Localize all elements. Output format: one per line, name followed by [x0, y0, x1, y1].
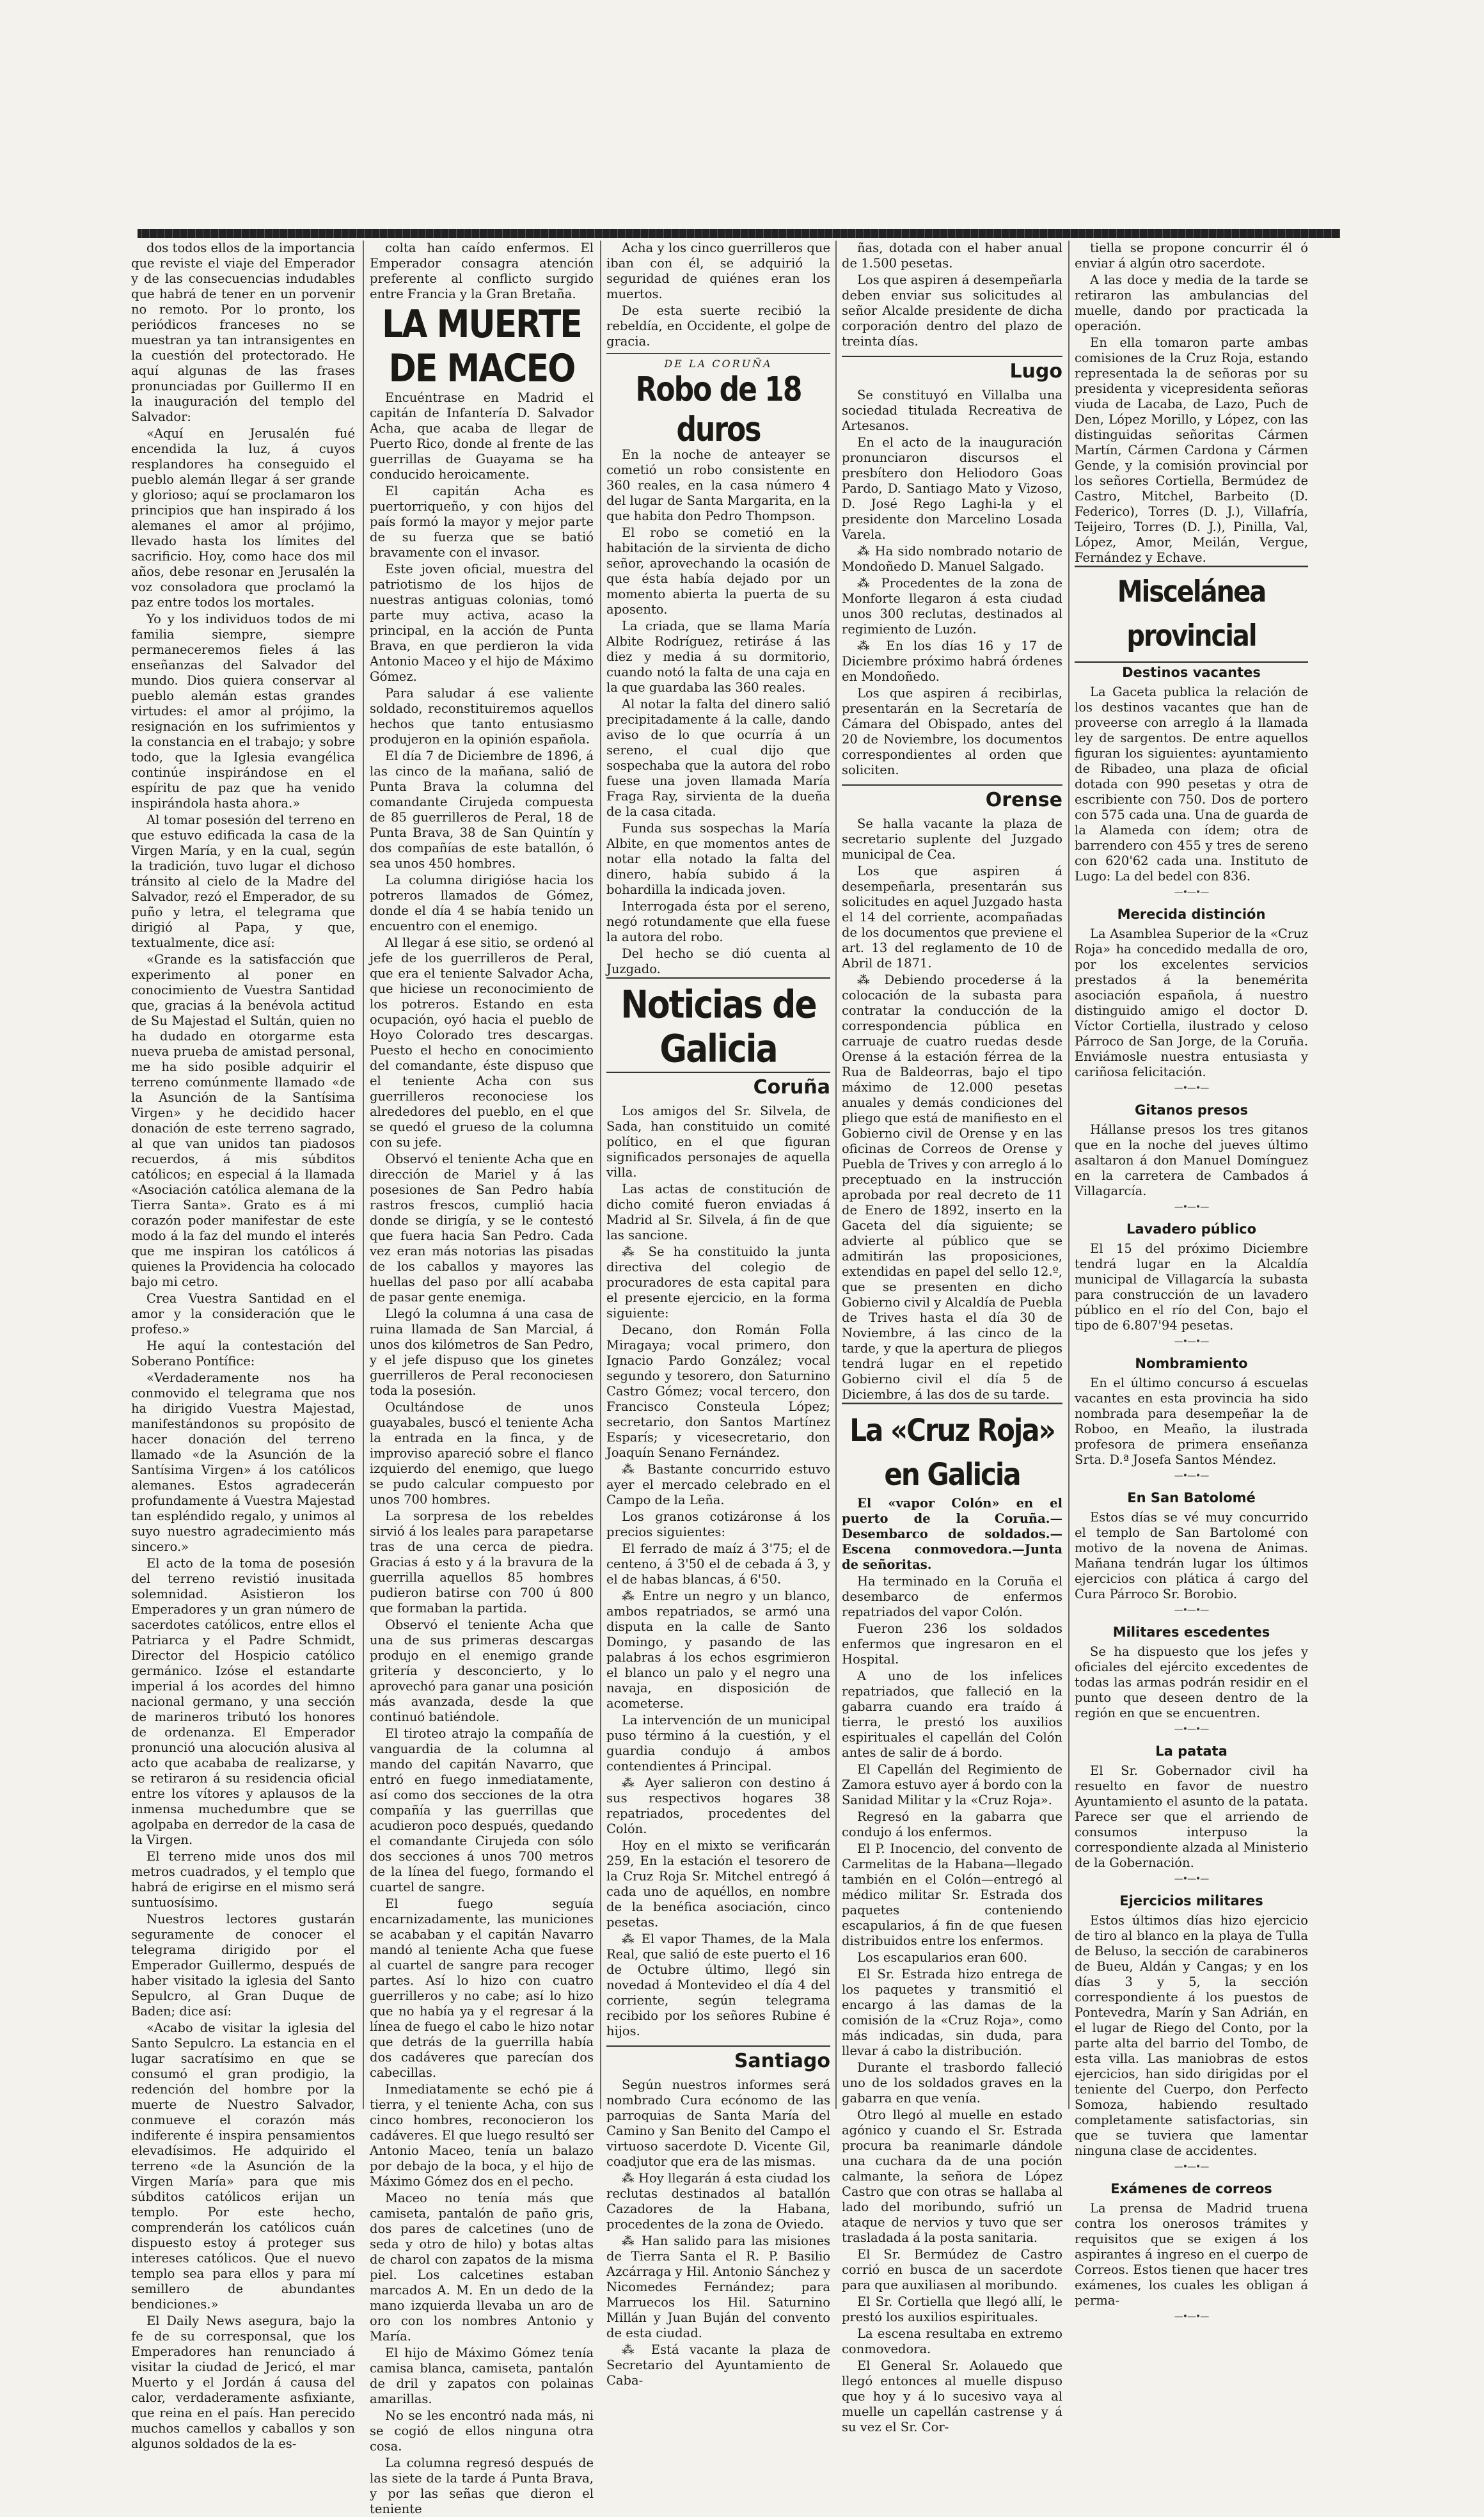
subsection-text: El Sr. Gobernador civil ha resuelto en favor de nuestro Ayuntamiento el asunto de la patata. Parece ser que el arriendo de consumos interpuso la correspondiente alzada al Ministerio de la Gobernación.: [1075, 1763, 1308, 1870]
paragraph: El Daily News asegura, bajo la fe de su corresponsal, que los Emperadores han renunciado á visitar la ciudad de Jericó, el mar Muerto y el Jordán á causa del calor, verdaderamente asfixiante, que reina en el país. Han perecido muchos camellos y caballos y son algunos soldados de la es-: [131, 2314, 355, 2451]
subsection-title: Exámenes de correos: [1110, 2181, 1272, 2196]
paragraph: El acto de la toma de posesión del terreno revistió inusitada solemnidad. Asistieron los Emperadores y un gran número de sacerdotes católicos, entre ellos el Patriarca y el Padre Schmidt, Director del Hospicio católico germánico. Izóse el estandarte imperial á los acordes del himno nacional germano, y una sección de marineros tributó los honores de ordenanza. El Emperador pronunció una alocución alusiva al acto que acababa de realizarse, y se retiraron á su residencia oficial entre los vítores y aplausos de la inmensa muchedumbre que se agolpaba en derredor de la casa de la Virgen.: [131, 1556, 355, 1847]
paragraph: ⁂ Se ha constituido la junta directiva del colegio de procuradores de esta capital para el presente ejercicio, en la forma siguiente:: [606, 1244, 830, 1321]
subsection-text: La prensa de Madrid truena contra los onerosos trámites y requisitos que se exigen á los aspirantes á ingreso en el cuerpo de Correos. Estos tienen que hacer tres exámenes, los cuales les obligan á perma-: [1075, 2201, 1308, 2308]
paragraph: Ocultándose de unos guayabales, buscó el teniente Acha la entrada en la finca, y de improviso apareció sobre el flanco izquierdo del enemigo, que luego se pudo calcular compuesto por unos 700 hombres.: [370, 1400, 594, 1507]
subsection-title: Nombramiento: [1135, 1356, 1248, 1371]
paragraph: La columna dirigióse hacia los potreros llamados de Gómez, donde el día 4 se había tenido un encuentro con el enemigo.: [370, 873, 594, 933]
paragraph: El terreno mide unos dos mil metros cuadrados, y el templo que habrá de erigirse en el mismo será suntuosísimo.: [131, 1849, 355, 1910]
paragraph: ⁂ Ha sido nombrado notario de Mondoñedo D. Manuel Salgado.: [842, 544, 1062, 574]
paragraph: En el acto de la inauguración pronunciaron discursos el presbítero don Heliodoro Goas Pardo, D. Santiago Mato y Vizoso, D. José Rego Laghi-la y el presidente don Marcelino Losada Varela.: [842, 435, 1062, 542]
paragraph: Funda sus sospechas la María Albite, en que momentos antes de notar ella notado la falta del dinero, había subido á la bohardilla la indicada joven.: [606, 821, 830, 897]
column-separator: [600, 241, 601, 2109]
subsection-text: Estos días se vé muy concurrido el templo de San Bartolomé con motivo de la novena de Animas. Mañana tendrán lugar los últimos ejercicios con plática á cargo del Cura Párroco Sr. Borobio.: [1075, 1510, 1308, 1601]
paragraph: dos todos ellos de la importancia que reviste el viaje del Emperador y de las consecuencias indudables que habrá de tener en un porvenir no remoto. Por lo pronto, los periódicos franceses no se muestran ya tan intransigentes en la cuestión del protectorado. He aquí algunas de las frases pronunciadas por Guillermo II en la inauguración del templo del Salvador:: [131, 241, 355, 424]
paragraph: ⁂ Está vacante la plaza de Secretario del Ayuntamiento de Caba-: [606, 2342, 830, 2388]
subsection-title: Lavadero público: [1126, 1221, 1257, 1237]
dateline: DE LA CORUÑA: [606, 353, 830, 372]
subsection-title: En San Batolomé: [1127, 1490, 1256, 1505]
subsection-text: La Asamblea Superior de la «Cruz Roja» ha concedido medalla de oro, por los excelentes servicios prestados á la benemérita asociación española, á nuestro distinguido amigo el doctor D. Víctor Cortiella, ilustrado y celoso Párroco de San Jorge, de la Coruña. Enviámosle nuestra entusiasta y cariñosa felicitación.: [1075, 926, 1308, 1079]
paragraph: ⁂ Hoy llegarán á esta ciudad los reclutas destinados al batallón Cazadores de la Habana, procedentes de la zona de Oviedo.: [606, 2171, 830, 2232]
column-1: [131, 241, 355, 2451]
paragraph: Los granos cotizáronse á los precios siguientes:: [606, 1509, 830, 1539]
paragraph: Se halla vacante la plaza de secretario suplente del Juzgado municipal de Cea.: [842, 816, 1062, 862]
paragraph: Durante el trasbordo falleció uno de los soldados graves en la gabarra en que venía.: [842, 2060, 1062, 2106]
section-divider: —•—•—: [1174, 2162, 1209, 2172]
subsection-text: El 15 del próximo Diciembre tendrá lugar en la Alcaldía municipal de Villagarcía la subasta para construcción de un lavadero público en el río del Con, bajo el tipo de 6.807'94 pesetas.: [1075, 1241, 1308, 1333]
paragraph: La criada, que se llama María Albite Rodríguez, retiráse á las diez y media á su dormitorio, cuando notó la falta de una caja en la que guardaba las 360 reales.: [606, 619, 830, 695]
paragraph: Inmediatamente se echó pie á tierra, y el teniente Acha, con sus cinco hombres, reconocieron los cadáveres. El que luego resultó ser Antonio Maceo, tenía un balazo por debajo de la boca, y el hijo de Máximo Gómez dos en el pecho.: [370, 2082, 594, 2189]
column-separator: [363, 241, 364, 2109]
paragraph: «Grande es la satisfacción que experimento al poner en conocimiento de Vuestra Santidad que, gracias á la benévola actitud de Su Majestad el Sultán, quien no ha dudado en otorgarme esta nueva prueba de amistad personal, me ha sido posible adquirir el terreno comúnmente llamado «de la Asunción de la Santísima Virgen» y he decidido hacer donación de este terreno sagrado, al que van unidos tan piadosos recuerdos, á mis súbditos católicos; en especial á la llamada «Asociación católica alemana de la Tierra Santa». Grato es á mi corazón poder manifestar de este modo á la faz del mundo el interés que me inspiran los católicos á quienes la Providencia ha colocado bajo mi cetro.: [131, 952, 355, 1289]
paragraph: Observó el teniente Acha que una de sus primeras descargas produjo en el enemigo grande gritería y desconcierto, y lo aprovechó para ganar una posición más avanzada, desde la que continuó batiéndole.: [370, 1617, 594, 1724]
paragraph: La sorpresa de los rebeldes sirvió á los leales para parapetarse tras de una cerca de piedra. Gracias á esto y á la bravura de la guerrilla aquellos 85 hombres pudieron batirse con 700 ú 800 que formaban la partida.: [370, 1509, 594, 1616]
paragraph: Encuéntrase en Madrid el capitán de Infantería D. Salvador Acha, que acaba de llegar de Puerto Rico, donde al frente de las guerrillas de Guayama se ha conducido heroicamente.: [370, 390, 594, 482]
subsection-title: Ejercicios militares: [1119, 1893, 1263, 1909]
paragraph: Los que aspiren á recibirlas, presentarán en la Secretaría de Cámara del Obispado, antes del 20 de Noviembre, los documentos correspondientes al orden que soliciten.: [842, 686, 1062, 777]
section-divider: —•—•—: [1174, 887, 1209, 898]
paragraph: «Verdaderamente nos ha conmovido el telegrama que nos ha dirigido Vuestra Majestad, manifestándonos su propósito de hacer donación del terreno llamado «de la Asunción de la Santísima Virgen» á los católicos alemanes. Estos agradecerán profundamente á Vuestra Majestad tan espléndido regalo, y unimos al suyo nuestro agradecimiento más sincero.»: [131, 1370, 355, 1554]
paragraph: El ferrado de maíz á 3'75; el de centeno, á 3'50 el de cebada á 3, y el de habas blancas, á 6'50.: [606, 1541, 830, 1587]
paragraph: ⁂ El vapor Thames, de la Mala Real, que salió de este puerto el 16 de Octubre último, llegó sin novedad á Montevideo el día 4 del corriente, según telegrama recibido por los señores Rubine é hijos.: [606, 1932, 830, 2038]
paragraph: El Capellán del Regimiento de Zamora estuvo ayer á bordo con la Sanidad Militar y la «Cruz Roja».: [842, 1762, 1062, 1807]
subsection-text: Se ha dispuesto que los jefes y oficiales del ejército excedentes de todas las armas podrán residir en el punto que deseen dentro de la región en que se encuentren.: [1075, 1644, 1308, 1720]
article-continuation: Acha y los cinco guerrilleros que iban con él, se adquirió la seguridad de quiénes eran los muertos.: [606, 241, 830, 301]
paragraph: Decano, don Román Folla Miragaya; vocal primero, don Ignacio Pardo González; vocal segundo y tesorero, don Saturnino Castro Gómez; vocal tercero, don Francisco Consteula López; secretario, don Santos Martínez Esparís; y vicesecretario, don Joaquín Senano Fernández.: [606, 1322, 830, 1460]
paragraph: Según nuestros informes será nombrado Cura ecónomo de las parroquias de Santa María del Camino y San Benito del Campo el virtuoso sacerdote D. Vicente Gil, coadjutor que era de las mismas.: [606, 2077, 830, 2169]
paragraph: Al llegar á ese sitio, se ordenó al jefe de los guerrilleros de Peral, que era el teniente Salvador Acha, que hiciese un reconocimiento de los potreros. Estando en esta ocupación, oyó hacia el pueblo de Hoyo Colorado tres descargas. Puesto el hecho en conocimiento del comandante, éste dispuso que el teniente Acha con sus guerrilleros reconociese los alrededores del pueblo, en el que se quedó el grueso de la columna con su jefe.: [370, 935, 594, 1150]
paragraph: A uno de los infelices repatriados, que falleció en la gabarra cuando era traído á tierra, le prestó los auxilios espirituales el capellán del Colón antes de salir de á bordo.: [842, 1669, 1062, 1760]
paragraph: Regresó en la gabarra que condujo á los enfermos.: [842, 1809, 1062, 1839]
paragraph: ⁂ Ayer salieron con destino á sus respectivos hogares 38 repatriados, procedentes del Colón.: [606, 1775, 830, 1836]
top-rule: [138, 229, 1340, 238]
paragraph: Ha terminado en la Coruña el desembarco de enfermos repatriados del vapor Colón.: [842, 1574, 1062, 1619]
section-orense: Orense: [842, 784, 1062, 813]
section-divider: —•—•—: [1174, 1337, 1209, 1347]
paragraph: He aquí la contestación del Soberano Pontífice:: [131, 1338, 355, 1369]
paragraph: Observó el teniente Acha que en dirección de Mariel y á las posesiones de San Pedro había rastros frescos, cumplió hacia donde se dirigía, y se le contestó que fuera hacia San Pedro. Cada vez eran más notorias las pisadas de los caballos y mayores las huellas del paso por allí acababa de pasar gente enemiga.: [370, 1152, 594, 1305]
paragraph: Otro llegó al muelle en estado agónico y cuando el Sr. Estrada procura ba reanimarle dándole una cuchara da de una poción calmante, la señora de López Castro que con otras se hallaba al lado del moribundo, sufrió un ataque de nervios y tuvo que ser trasladada á la posta sanitaria.: [842, 2108, 1062, 2245]
paragraph: Crea Vuestra Santidad en el amor y la consideración que le profeso.»: [131, 1291, 355, 1337]
section-divider: —•—•—: [1174, 1202, 1209, 1212]
subsection-text: La Gaceta publica la relación de los destinos vacantes que han de proveerse con arreglo á la llamada ley de sargentos. De entre aquellos figuran los siguientes: ayuntamiento de Ribadeo, una plaza de oficial dotada con 990 pesetas y otra de escribiente con 750. Dos de portero con 575 cada una. Una de guarda de la Alameda con ídem; otra de barrendero con 455 y tres de sereno con 620'62 cada una. Instituto de Lugo: La del bedel con 836.: [1075, 685, 1308, 884]
paragraph: Nuestros lectores gustarán seguramente de conocer el telegrama dirigido por el Emperador Guillermo, después de haber visitado la iglesia del Santo Sepulcro, al Gran Duque de Baden; dice así:: [131, 1912, 355, 2019]
paragraph: «Aquí en Jerusalén fué encendida la luz, á cuyos resplandores ha conseguido el pueblo alemán llegar á ser grande y glorioso; aquí se proclamaron los principios que han inspirado á los alemanes el amor al prójimo, llevado hasta los límites del sacrificio. Hoy, como hace dos mil años, debe resonar en Jerusalén la voz consoladora que proclamó la paz entre todos los mortales.: [131, 426, 355, 610]
section-divider: —•—•—: [1174, 1471, 1209, 1481]
paragraph: El Sr. Cortiella que llegó allí, le prestó los auxilios espirituales.: [842, 2294, 1062, 2324]
article-lead: El «vapor Colón» en el puerto de la Coruña.—Desembarco de soldados.—Escena conmovedora.—Junta de señoritas.: [842, 1496, 1062, 1572]
paragraph: En ella tomaron parte ambas comisiones de la Cruz Roja, estando representada la de señoras por su presidenta y vicepresidenta señoras viuda de Lacaba, de Lazo, Puch de Den, López Morillo, y López, con las distinguidas señoritas Cármen Martín, Cármen Cardona y Cármen Gende, y la comisión provincial por los señores Cortiella, Bermúdez de Castro, Mitchel, Barbeito (D. Federico), Torres (D. J.), Villafría, Teijeiro, Torres (D. J.), Pinilla, Val, López, Amor, Meilán, Vergue, Fernández y Echave.: [1075, 335, 1308, 565]
subsection-title: Gitanos presos: [1135, 1102, 1248, 1118]
paragraph: Hoy en el mixto se verificarán 259, En la estación el tesorero de la Cruz Roja Sr. Mitchel entregó á cada uno de aquéllos, en nombre de la benéfica asociación, cinco pesetas.: [606, 1838, 830, 1930]
article-continuation: ñas, dotada con el haber anual de 1.500 pesetas.: [842, 241, 1062, 271]
paragraph: Llegó la columna á una casa de ruina llamada de San Marcial, á unos dos kilómetros de San Pedro, y el jefe dispuso que los ginetes guerrilleros de Peral reconociesen toda la posesión.: [370, 1306, 594, 1398]
section-divider: —•—•—: [1174, 1724, 1209, 1735]
paragraph: En la noche de anteayer se cometió un robo consistente en 360 reales, en la casa número 4 del lugar de Santa Margarita, en la que habita don Pedro Thompson.: [606, 447, 830, 523]
paragraph: El P. Inocencio, del convento de Carmelitas de la Habana—llegado también en el Colón—entregó al médico militar Sr. Estrada dos paquetes conteniendo escapularios, á fin de que fuesen distribuidos entre los enfermos.: [842, 1841, 1062, 1948]
paragraph: El capitán Acha es puertorriqueño, y con hijos del país formó la mayor y mejor parte de su fuerza que se batió bravamente con el invasor.: [370, 484, 594, 560]
paragraph: El día 7 de Diciembre de 1896, á las cinco de la mañana, salió de Punta Brava la columna del comandante Cirujeda compuesta de 85 guerrilleros de Peral, 18 de Punta Brava, 38 de San Quintín y dos compañías de este batallón, ó sea unos 450 hombres.: [370, 749, 594, 871]
paragraph: El General Sr. Aolauedo que llegó entonces al muelle dispuso que hoy y á lo sucesivo vaya al muelle un capellán castrense y á su vez el Sr. Cor-: [842, 2358, 1062, 2434]
headline-noticias-galicia: Noticias de Galicia: [606, 977, 830, 1071]
column-2: [370, 241, 594, 2516]
paragraph: Yo y los individuos todos de mi familia siempre, siempre permaneceremos fieles á las enseñanzas del Salvador del mundo. Dios quiera conservar al pueblo alemán estas grandes virtudes: el amor al prójimo, la resignación en los sufrimientos y la constancia en el trabajo; y sobre todo, que la Iglesia evangélica continúe inspirándose en el espíritu de paz que ha venido inspirándola hasta ahora.»: [131, 612, 355, 811]
column-5: [1075, 241, 1308, 2322]
paragraph: Al notar la falta del dinero salió precipitadamente á la calle, dando aviso de lo que ocurría á un sereno, el cual dijo que sospechaba que la autora del robo fuese una joven llamada María Fraga Ray, sirvienta de la dueña de la casa citada.: [606, 697, 830, 819]
paragraph: «Acabo de visitar la iglesia del Santo Sepulcro. La estancia en el lugar sacratísimo en que se consumó el gran prodigio, la redención del hombre por la muerte de Nuestro Salvador, conmueve el corazón más indiferente é inspira pensamientos elevadísimos. He adquirido el terreno «de la Asunción de la Virgen María» para que mis súbditos católicos erijan un templo. Por este hecho, comprenderán los católicos cuán dispuesto estoy á proteger sus intereses católicos. Que el nuevo templo sea para ellos y para mí semillero de abundantes bendiciones.»: [131, 2021, 355, 2312]
article-continuation: Los que aspiren á desempeñarla deben enviar sus solicitudes al señor Alcalde presidente de dicha corporación dentro del plazo de treinta días.: [842, 273, 1062, 349]
paragraph: ⁂ Procedentes de la zona de Monforte llegaron á esta ciudad unos 300 reclutas, destinados al regimiento de Luzón.: [842, 576, 1062, 637]
article-continuation: tiella se propone concurrir él ó enviar á algún otro sacerdote.: [1075, 241, 1308, 271]
paragraph: Este joven oficial, muestra del patriotismo de los hijos de nuestras antiguas colonias, tomó parte muy activa, acaso la principal, en la acción de Punta Brava, en que perdieron la vida Antonio Maceo y el hijo de Máximo Gómez.: [370, 562, 594, 684]
paragraph: Para saludar á ese valiente soldado, reconstituiremos aquellos hechos que tanto entusiasmo produjeron en la opinión española.: [370, 686, 594, 747]
section-divider: —•—•—: [1174, 1083, 1209, 1093]
section-divider: —•—•—: [1174, 1874, 1209, 1884]
headline-cruz-roja: La «Cruz Roja» en Galicia: [842, 1402, 1062, 1497]
subsection-title: Destinos vacantes: [1122, 665, 1261, 680]
paragraph: ⁂ Debiendo procederse á la colocación de la subasta para contratar la conducción de la correspondencia pública en carruaje de cuatro ruedas desde Orense á la estación férrea de la Rua de Baldeorras, bajo el tipo máximo de 12.000 pesetas anuales y demás condiciones del pliego que está de manifiesto en el Gobierno civil de Orense y en las oficinas de Correos de Orense y Puebla de Trives y con arreglo á lo preceptuado en la instrucción aprobada por real decreto de 11 de Enero de 1892, inserto en la Gaceta del día siguiente; se advierte al público que se admitirán las proposiciones, extendidas en papel del sello 12.º, que se presenten en dicho Gobierno civil y Alcaldía de Puebla de Trives hasta el día 30 de Noviembre, á las cinco de la tarde, y que la apertura de pliegos tendrá lugar en el repetido Gobierno civil el día 5 de Diciembre, á las dos de su tarde.: [842, 973, 1062, 1402]
column-separator: [835, 241, 837, 2109]
paragraph: Maceo no tenía más que camiseta, pantalón de paño gris, dos pares de calcetines (uno de seda y otro de hilo) y botas altas de charol con zapatos de la misma piel. Los calcetines estaban marcados A. M. En un dedo de la mano izquierda llevaba un aro de oro con los nombres Antonio y María.: [370, 2191, 594, 2344]
subsection-title: Militares escedentes: [1112, 1624, 1270, 1640]
paragraph: Los que aspiren á desempeñarla, presentarán sus solicitudes en aquel Juzgado hasta el 14 del corriente, acompañadas de los documentos que previene el art. 13 del reglamento de 10 de Abril de 1871.: [842, 864, 1062, 971]
paragraph: El robo se cometió en la habitación de la sirvienta de dicho señor, aprovechando la ocasión de que ésta había dejado por un momento abierta la puerta de su aposento.: [606, 525, 830, 617]
section-divider: —•—•—: [1174, 2312, 1209, 2322]
section-divider: —•—•—: [1174, 1605, 1209, 1616]
column-4: [842, 241, 1062, 2434]
subsection-text: Estos últimos días hizo ejercicio de tiro al blanco en la playa de Tulla de Beluso, la sección de carabineros de Bueu, Aldán y Cangas; y en los días 3 y 5, la sección correspondiente á los puestos de Pontevedra, Marín y San Adrián, en el lugar de Riego del Conto, por la parte alta del barrio del Tombo, de esta villa. Las maniobras de estos ejercicios, han sido dirigidas por el teniente del Cuerpo, don Perfecto Somoza, habiendo resultado completamente satisfactorias, sin que se tuviera que lamentar ninguna clase de accidentes.: [1075, 1913, 1308, 2158]
paragraph: El hijo de Máximo Gómez tenía camisa blanca, camiseta, pantalón de dril y zapatos con polainas amarillas.: [370, 2346, 594, 2406]
subsection-text: Hállanse presos los tres gitanos que en la noche del jueves último asaltaron á don Manuel Domínguez en la carretera de Cambados á Villagarcía.: [1075, 1122, 1308, 1198]
paragraph: Interrogada ésta por el sereno, negó rotundamente que ella fuese la autora del robo.: [606, 899, 830, 944]
section-coruna: Coruña: [606, 1072, 830, 1100]
column-3: [606, 241, 830, 2388]
column-separator: [1068, 241, 1070, 2109]
paragraph: Las actas de constitución de dicho comité fueron enviadas á Madrid al Sr. Silvela, á fin de que las sancione.: [606, 1182, 830, 1243]
headline-muerte-maceo: LA MUERTE DE MACEO: [382, 303, 581, 391]
paragraph: Al tomar posesión del terreno en que estuvo edificada la casa de la Virgen María, y en la cual, según la tradición, tuvo lugar el dichoso tránsito al cielo de la Madre del Salvador, rezó el Emperador, de su puño y letra, el telegrama que dirigió al Papa, y que, textualmente, dice así:: [131, 813, 355, 950]
article-continuation: colta han caído enfermos. El Emperador consagra atención preferente al conflicto surgido entre Francia y la Gran Bretaña.: [370, 241, 594, 301]
subsection-text: En el último concurso á escuelas vacantes en esta provincia ha sido nombrada para desempeñar la de Roboo, en Meaño, la ilustrada profesora de primera enseñanza Srta. D.ª Josefa Santos Méndez.: [1075, 1376, 1308, 1467]
paragraph: Del hecho se dió cuenta al Juzgado.: [606, 946, 830, 976]
paragraph: ⁂ En los días 16 y 17 de Diciembre próximo habrá órdenes en Mondoñedo.: [842, 639, 1062, 684]
paragraph: Se constituyó en Villalba una sociedad titulada Recreativa de Artesanos.: [842, 388, 1062, 433]
paragraph: ⁂ Entre un negro y un blanco, ambos repatriados, se armó una disputa en la calle de Santo Domingo, y pasando de las palabras á los echos esgrimieron el blanco un palo y el negro una navaja, en disposición de acometerse.: [606, 1589, 830, 1711]
paragraph: No se les encontró nada más, ni se cogió de ellos ninguna otra cosa.: [370, 2408, 594, 2454]
headline-robo: Robo de 18 duros: [635, 370, 801, 450]
paragraph: La columna regresó después de las siete de la tarde á Punta Brava, y por las señas que dieron el teniente: [370, 2456, 594, 2516]
paragraph: Los escapularios eran 600.: [857, 1950, 1028, 1965]
headline-miscelanea: Miscelánea provincial: [1075, 566, 1308, 663]
paragraph: Los amigos del Sr. Silvela, de Sada, han constituido un comité político, en el que figuran significados personajes de aquella villa.: [606, 1104, 830, 1180]
section-lugo: Lugo: [842, 356, 1062, 384]
paragraph: La escena resultaba en extremo conmovedora.: [842, 2326, 1062, 2356]
paragraph: El fuego seguía encarnizadamente, las municiones se acababan y el capitán Navarro mandó al teniente Acha que fuese al cuartel de sangre para recoger partes. Así lo hizo con cuatro guerrilleros y no cabe; así lo hizo que no había ya y el regresar á la línea de fuego el cabo le hizo notar que detrás de la guerrilla había dos cadáveres que parecían dos cabecillas.: [370, 1896, 594, 2080]
subsection-title: Merecida distinción: [1117, 907, 1266, 922]
paragraph: ⁂ Bastante concurrido estuvo ayer el mercado celebrado en el Campo de la Leña.: [606, 1462, 830, 1507]
section-santiago: Santiago: [606, 2045, 830, 2074]
paragraph: El Sr. Bermúdez de Castro corrió en busca de un sacerdote para que auxiliasen al moribundo.: [842, 2247, 1062, 2292]
paragraph: La intervención de un municipal puso término á la cuestión, y el guardia condujo á ambos contendientes á Principal.: [606, 1713, 830, 1774]
paragraph: Fueron 236 los soldados enfermos que ingresaron en el Hospital.: [842, 1621, 1062, 1667]
paragraph: ⁂ Han salido para las misiones de Tierra Santa el R. P. Basilio Azcárraga y Hil. Antonio Sánchez y Nicomedes Fernández; para Marruecos los Hil. Saturnino Millán y Juan Buján del convento de esta ciudad.: [606, 2234, 830, 2340]
paragraph: A las doce y media de la tarde se retiraron las ambulancias del muelle, dando por practicada la operación.: [1075, 273, 1308, 333]
paragraph: El tiroteo atrajo la compañía de vanguardia de la columna al mando del capitán Navarro, que entró en fuego inmediatamente, así como dos secciones de la otra compañía y las guerrillas que acudieron poco después, quedando el comandante Cirujeda con sólo dos secciones á unos 700 metros de la línea del fuego, formando el cuartel de sangre.: [370, 1726, 594, 1894]
paragraph: El Sr. Estrada hizo entrega de los paquetes y transmitió el encargo á las damas de la comisión de la «Cruz Roja», como más indicadas, sin duda, para llevar á cabo la distribución.: [842, 1967, 1062, 2058]
article-continuation: De esta suerte recibió la rebeldía, en Occidente, el golpe de gracia.: [606, 303, 830, 349]
subsection-title: La patata: [1155, 1743, 1227, 1759]
